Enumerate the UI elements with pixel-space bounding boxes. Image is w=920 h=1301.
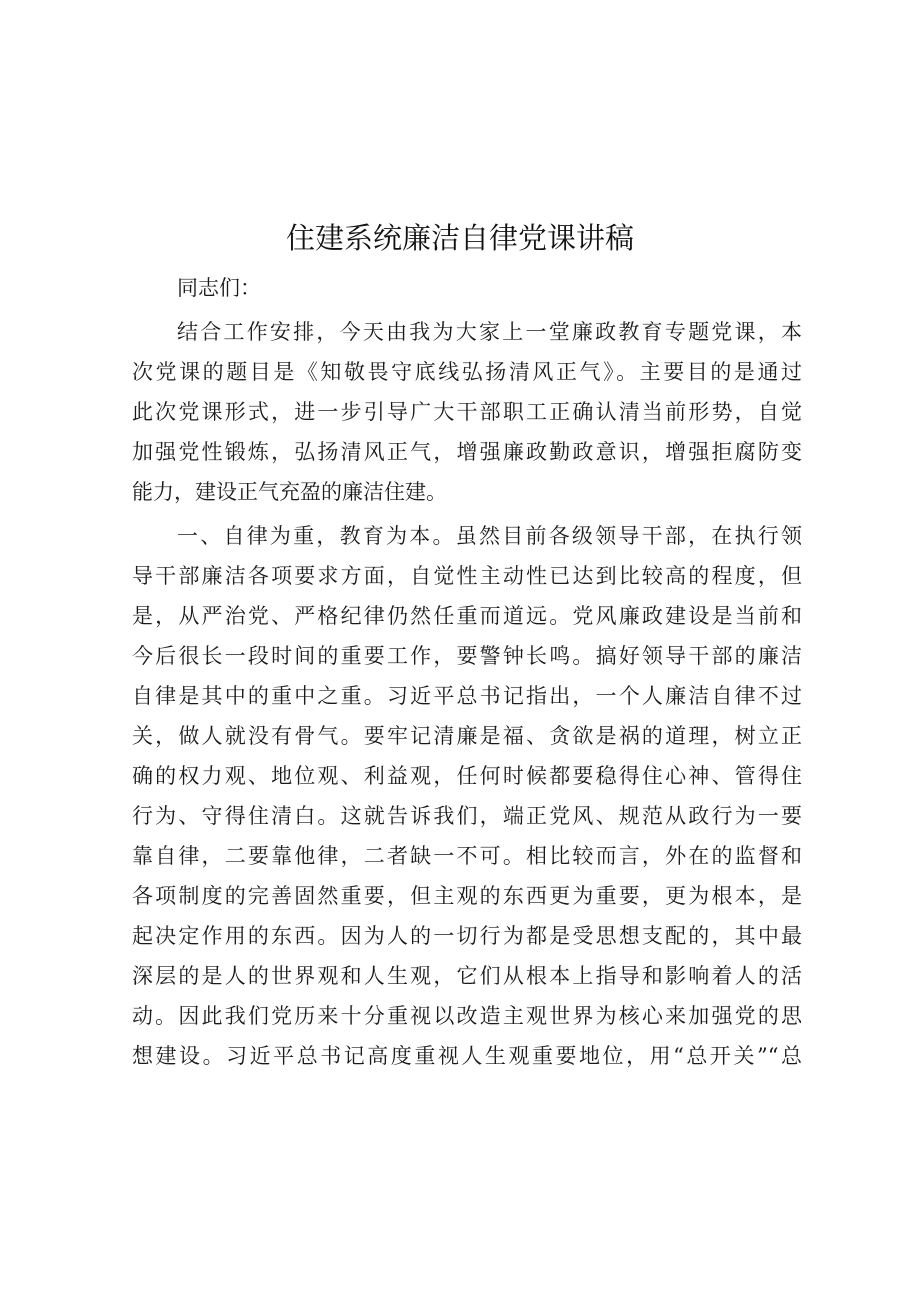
salutation: 同志们： xyxy=(177,276,261,300)
text-line: 关，做人就没有骨气。要牢记清廉是福、贪欲是祸的道理，树立正 xyxy=(132,724,802,748)
text-line: 确的权力观、地位观、利益观，任何时候都要稳得住心神、管得住 xyxy=(132,764,802,788)
text-line: 靠自律，二要靠他律，二者缺一不可。相比较而言，外在的监督和 xyxy=(132,844,802,868)
text-line: 各项制度的完善固然重要，但主观的东西更为重要，更为根本，是 xyxy=(132,884,802,908)
text-line: 行为、守得住清白。这就告诉我们，端正党风、规范从政行为一要 xyxy=(132,804,802,828)
document-title: 住建系统廉洁自律党课讲稿 xyxy=(285,221,634,255)
text-line: 自律是其中的重中之重。习近平总书记指出，一个人廉洁自律不过 xyxy=(132,684,802,708)
text-line: 加强党性锻炼，弘扬清风正气，增强廉政勤政意识，增强拒腐防变 xyxy=(132,440,802,464)
text-line: 是，从严治党、严格纪律仍然任重而道远。党风廉政建设是当前和 xyxy=(132,604,802,628)
document-body xyxy=(132,268,802,1076)
text-line: 能力，建设正气充盈的廉洁住建。 xyxy=(132,480,447,504)
text-line: 导干部廉洁各项要求方面，自觉性主动性已达到比较高的程度，但 xyxy=(132,564,802,588)
text-line: 一、自律为重，教育为本。虽然目前各级领导干部，在执行领 xyxy=(177,524,802,548)
text-line: 今后很长一段时间的重要工作，要警钟长鸣。搞好领导干部的廉洁 xyxy=(132,644,802,668)
text-line: 动。因此我们党历来十分重视以改造主观世界为核心来加强党的思 xyxy=(132,1004,802,1028)
text-line: 结合工作安排，今天由我为大家上一堂廉政教育专题党课，本 xyxy=(177,320,802,344)
text-line: 次党课的题目是《知敬畏守底线弘扬清风正气》。主要目的是通过 xyxy=(132,360,802,384)
text-line: 深层的是人的世界观和人生观，它们从根本上指导和影响着人的活 xyxy=(132,964,802,988)
paragraph-section-one xyxy=(132,516,802,1076)
text-line: 此次党课形式，进一步引导广大干部职工正确认清当前形势，自觉 xyxy=(132,400,802,424)
paragraph-intro xyxy=(132,312,802,512)
text-line: 想建设。习近平总书记高度重视人生观重要地位，用“总开关”“总 xyxy=(132,1044,802,1068)
text-line: 起决定作用的东西。因为人的一切行为都是受思想支配的，其中最 xyxy=(132,924,802,948)
